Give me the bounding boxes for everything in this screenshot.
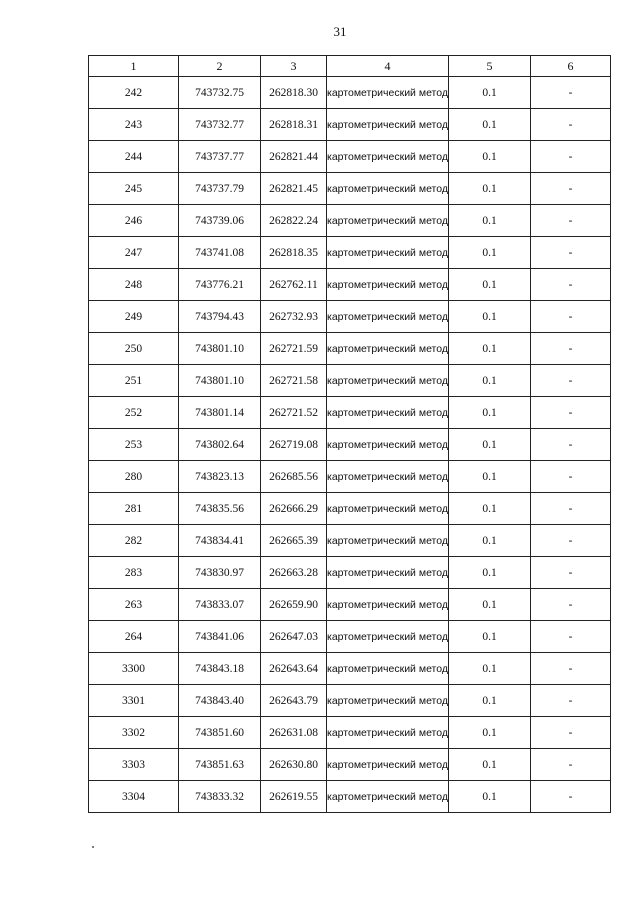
note-cell: - bbox=[531, 557, 611, 589]
accuracy-cell: 0.1 bbox=[449, 493, 531, 525]
y-coordinate-cell: 262685.56 bbox=[261, 461, 327, 493]
table-row bbox=[89, 173, 611, 205]
method-cell: картометрический метод bbox=[327, 717, 449, 749]
y-coordinate-cell: 262822.24 bbox=[261, 205, 327, 237]
point-number-cell: 3304 bbox=[89, 781, 179, 813]
accuracy-cell: 0.1 bbox=[449, 461, 531, 493]
table-row bbox=[89, 333, 611, 365]
point-number-cell: 243 bbox=[89, 109, 179, 141]
note-cell: - bbox=[531, 685, 611, 717]
point-number-cell: 264 bbox=[89, 621, 179, 653]
point-number-cell: 244 bbox=[89, 141, 179, 173]
table-row bbox=[89, 77, 611, 109]
note-cell: - bbox=[531, 269, 611, 301]
table-header-row bbox=[89, 56, 611, 77]
point-number-cell: 3300 bbox=[89, 653, 179, 685]
method-cell: картометрический метод bbox=[327, 301, 449, 333]
accuracy-cell: 0.1 bbox=[449, 269, 531, 301]
point-number-cell: 283 bbox=[89, 557, 179, 589]
method-cell: картометрический метод bbox=[327, 205, 449, 237]
x-coordinate-cell: 743835.56 bbox=[179, 493, 261, 525]
accuracy-cell: 0.1 bbox=[449, 557, 531, 589]
accuracy-cell: 0.1 bbox=[449, 589, 531, 621]
note-cell: - bbox=[531, 749, 611, 781]
table-row bbox=[89, 493, 611, 525]
point-number-cell: 251 bbox=[89, 365, 179, 397]
note-cell: - bbox=[531, 237, 611, 269]
note-cell: - bbox=[531, 429, 611, 461]
table-row bbox=[89, 621, 611, 653]
x-coordinate-cell: 743851.63 bbox=[179, 749, 261, 781]
method-cell: картометрический метод bbox=[327, 461, 449, 493]
table-row bbox=[89, 301, 611, 333]
point-number-cell: 3302 bbox=[89, 717, 179, 749]
table-row bbox=[89, 237, 611, 269]
point-number-cell: 282 bbox=[89, 525, 179, 557]
accuracy-cell: 0.1 bbox=[449, 205, 531, 237]
point-number-cell: 280 bbox=[89, 461, 179, 493]
column-header-6: 6 bbox=[531, 56, 611, 77]
x-coordinate-cell: 743851.60 bbox=[179, 717, 261, 749]
y-coordinate-cell: 262719.08 bbox=[261, 429, 327, 461]
method-cell: картометрический метод bbox=[327, 429, 449, 461]
x-coordinate-cell: 743801.10 bbox=[179, 333, 261, 365]
note-cell: - bbox=[531, 525, 611, 557]
x-coordinate-cell: 743776.21 bbox=[179, 269, 261, 301]
method-cell: картометрический метод bbox=[327, 365, 449, 397]
accuracy-cell: 0.1 bbox=[449, 621, 531, 653]
accuracy-cell: 0.1 bbox=[449, 77, 531, 109]
column-header-3: 3 bbox=[261, 56, 327, 77]
y-coordinate-cell: 262663.28 bbox=[261, 557, 327, 589]
y-coordinate-cell: 262821.45 bbox=[261, 173, 327, 205]
point-number-cell: 3303 bbox=[89, 749, 179, 781]
x-coordinate-cell: 743737.77 bbox=[179, 141, 261, 173]
accuracy-cell: 0.1 bbox=[449, 397, 531, 429]
column-header-1: 1 bbox=[89, 56, 179, 77]
y-coordinate-cell: 262818.30 bbox=[261, 77, 327, 109]
stray-mark bbox=[92, 846, 94, 848]
x-coordinate-cell: 743794.43 bbox=[179, 301, 261, 333]
accuracy-cell: 0.1 bbox=[449, 141, 531, 173]
method-cell: картометрический метод bbox=[327, 269, 449, 301]
note-cell: - bbox=[531, 301, 611, 333]
method-cell: картометрический метод bbox=[327, 685, 449, 717]
note-cell: - bbox=[531, 461, 611, 493]
y-coordinate-cell: 262666.29 bbox=[261, 493, 327, 525]
y-coordinate-cell: 262643.79 bbox=[261, 685, 327, 717]
table-row bbox=[89, 557, 611, 589]
method-cell: картометрический метод bbox=[327, 749, 449, 781]
method-cell: картометрический метод bbox=[327, 557, 449, 589]
method-cell: картометрический метод bbox=[327, 589, 449, 621]
method-cell: картометрический метод bbox=[327, 141, 449, 173]
table-row bbox=[89, 525, 611, 557]
x-coordinate-cell: 743802.64 bbox=[179, 429, 261, 461]
y-coordinate-cell: 262818.35 bbox=[261, 237, 327, 269]
x-coordinate-cell: 743801.14 bbox=[179, 397, 261, 429]
y-coordinate-cell: 262721.52 bbox=[261, 397, 327, 429]
method-cell: картометрический метод bbox=[327, 397, 449, 429]
y-coordinate-cell: 262643.64 bbox=[261, 653, 327, 685]
note-cell: - bbox=[531, 77, 611, 109]
method-cell: картометрический метод bbox=[327, 525, 449, 557]
accuracy-cell: 0.1 bbox=[449, 685, 531, 717]
x-coordinate-cell: 743823.13 bbox=[179, 461, 261, 493]
method-cell: картометрический метод bbox=[327, 621, 449, 653]
point-number-cell: 246 bbox=[89, 205, 179, 237]
x-coordinate-cell: 743843.18 bbox=[179, 653, 261, 685]
method-cell: картометрический метод bbox=[327, 653, 449, 685]
column-header-4: 4 bbox=[327, 56, 449, 77]
y-coordinate-cell: 262762.11 bbox=[261, 269, 327, 301]
table-row bbox=[89, 205, 611, 237]
note-cell: - bbox=[531, 141, 611, 173]
table-row bbox=[89, 589, 611, 621]
point-number-cell: 281 bbox=[89, 493, 179, 525]
note-cell: - bbox=[531, 781, 611, 813]
column-header-2: 2 bbox=[179, 56, 261, 77]
note-cell: - bbox=[531, 493, 611, 525]
note-cell: - bbox=[531, 205, 611, 237]
table-row bbox=[89, 397, 611, 429]
note-cell: - bbox=[531, 173, 611, 205]
method-cell: картометрический метод bbox=[327, 173, 449, 205]
x-coordinate-cell: 743830.97 bbox=[179, 557, 261, 589]
note-cell: - bbox=[531, 333, 611, 365]
y-coordinate-cell: 262721.59 bbox=[261, 333, 327, 365]
note-cell: - bbox=[531, 109, 611, 141]
column-header-5: 5 bbox=[449, 56, 531, 77]
table-body bbox=[89, 77, 611, 813]
x-coordinate-cell: 743801.10 bbox=[179, 365, 261, 397]
note-cell: - bbox=[531, 653, 611, 685]
accuracy-cell: 0.1 bbox=[449, 653, 531, 685]
accuracy-cell: 0.1 bbox=[449, 173, 531, 205]
method-cell: картометрический метод bbox=[327, 333, 449, 365]
y-coordinate-cell: 262818.31 bbox=[261, 109, 327, 141]
method-cell: картометрический метод bbox=[327, 781, 449, 813]
y-coordinate-cell: 262721.58 bbox=[261, 365, 327, 397]
y-coordinate-cell: 262631.08 bbox=[261, 717, 327, 749]
accuracy-cell: 0.1 bbox=[449, 717, 531, 749]
table-row bbox=[89, 365, 611, 397]
accuracy-cell: 0.1 bbox=[449, 781, 531, 813]
accuracy-cell: 0.1 bbox=[449, 237, 531, 269]
y-coordinate-cell: 262647.03 bbox=[261, 621, 327, 653]
x-coordinate-cell: 743741.08 bbox=[179, 237, 261, 269]
table-row bbox=[89, 717, 611, 749]
method-cell: картометрический метод bbox=[327, 237, 449, 269]
table-row bbox=[89, 653, 611, 685]
coordinates-table bbox=[88, 55, 611, 813]
y-coordinate-cell: 262659.90 bbox=[261, 589, 327, 621]
y-coordinate-cell: 262665.39 bbox=[261, 525, 327, 557]
point-number-cell: 249 bbox=[89, 301, 179, 333]
x-coordinate-cell: 743834.41 bbox=[179, 525, 261, 557]
x-coordinate-cell: 743732.77 bbox=[179, 109, 261, 141]
point-number-cell: 248 bbox=[89, 269, 179, 301]
point-number-cell: 263 bbox=[89, 589, 179, 621]
x-coordinate-cell: 743833.07 bbox=[179, 589, 261, 621]
accuracy-cell: 0.1 bbox=[449, 749, 531, 781]
y-coordinate-cell: 262630.80 bbox=[261, 749, 327, 781]
accuracy-cell: 0.1 bbox=[449, 109, 531, 141]
x-coordinate-cell: 743833.32 bbox=[179, 781, 261, 813]
page-number: 31 bbox=[333, 24, 347, 39]
point-number-cell: 253 bbox=[89, 429, 179, 461]
note-cell: - bbox=[531, 621, 611, 653]
table-row bbox=[89, 141, 611, 173]
x-coordinate-cell: 743732.75 bbox=[179, 77, 261, 109]
table-row bbox=[89, 685, 611, 717]
y-coordinate-cell: 262732.93 bbox=[261, 301, 327, 333]
method-cell: картометрический метод bbox=[327, 109, 449, 141]
point-number-cell: 245 bbox=[89, 173, 179, 205]
note-cell: - bbox=[531, 365, 611, 397]
accuracy-cell: 0.1 bbox=[449, 333, 531, 365]
point-number-cell: 247 bbox=[89, 237, 179, 269]
table-row bbox=[89, 461, 611, 493]
point-number-cell: 252 bbox=[89, 397, 179, 429]
point-number-cell: 250 bbox=[89, 333, 179, 365]
x-coordinate-cell: 743843.40 bbox=[179, 685, 261, 717]
method-cell: картометрический метод bbox=[327, 493, 449, 525]
method-cell: картометрический метод bbox=[327, 77, 449, 109]
accuracy-cell: 0.1 bbox=[449, 365, 531, 397]
table-row bbox=[89, 781, 611, 813]
table-row bbox=[89, 429, 611, 461]
point-number-cell: 242 bbox=[89, 77, 179, 109]
x-coordinate-cell: 743841.06 bbox=[179, 621, 261, 653]
y-coordinate-cell: 262619.55 bbox=[261, 781, 327, 813]
x-coordinate-cell: 743739.06 bbox=[179, 205, 261, 237]
accuracy-cell: 0.1 bbox=[449, 301, 531, 333]
note-cell: - bbox=[531, 717, 611, 749]
accuracy-cell: 0.1 bbox=[449, 429, 531, 461]
y-coordinate-cell: 262821.44 bbox=[261, 141, 327, 173]
table-row bbox=[89, 269, 611, 301]
note-cell: - bbox=[531, 589, 611, 621]
x-coordinate-cell: 743737.79 bbox=[179, 173, 261, 205]
note-cell: - bbox=[531, 397, 611, 429]
table-row bbox=[89, 109, 611, 141]
point-number-cell: 3301 bbox=[89, 685, 179, 717]
table-row bbox=[89, 749, 611, 781]
accuracy-cell: 0.1 bbox=[449, 525, 531, 557]
